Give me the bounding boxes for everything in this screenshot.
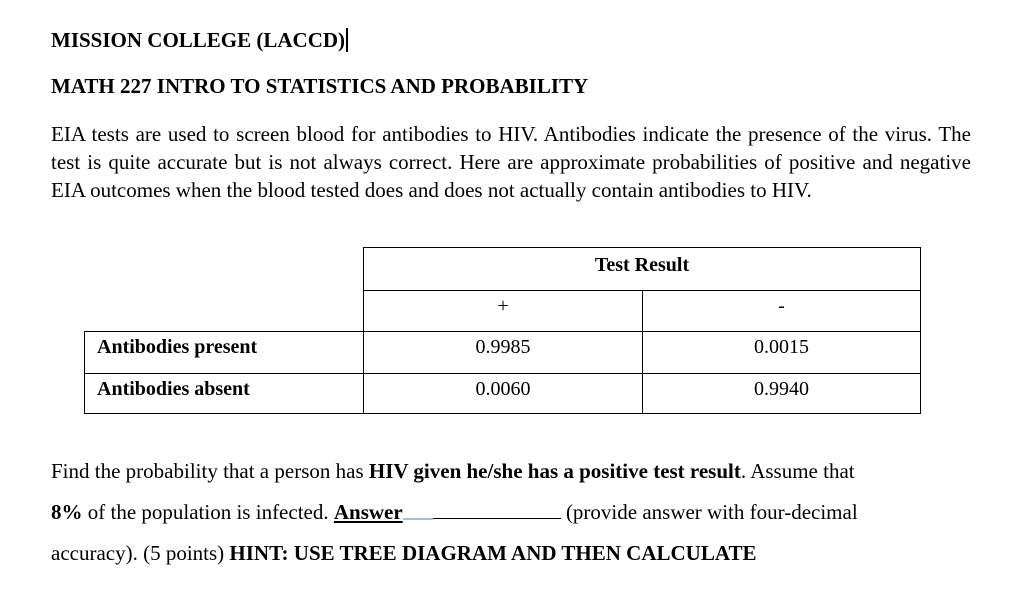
cell-present-negative: 0.0015 [642, 331, 921, 374]
question-text-4: (provide answer with four-decimal [560, 500, 858, 524]
answer-blank[interactable] [403, 517, 561, 519]
question-line-2 [51, 500, 971, 524]
column-header-negative: - [642, 290, 921, 332]
question-text-5: accuracy). (5 points) [51, 541, 230, 565]
text-cursor [346, 28, 348, 52]
college-heading-text: MISSION COLLEGE (LACCD) [51, 28, 346, 52]
table-title: Test Result [363, 247, 921, 291]
cell-absent-negative: 0.9940 [642, 373, 921, 414]
cell-absent-positive: 0.0060 [363, 373, 643, 414]
hint-text: HINT: USE TREE DIAGRAM AND THEN CALCULATE [229, 541, 757, 565]
college-heading [51, 28, 348, 52]
question-line-1 [51, 459, 971, 483]
answer-label: Answer [333, 500, 403, 524]
cell-present-positive: 0.9985 [363, 331, 643, 374]
answer-blank-highlight [403, 518, 433, 520]
row-label-antibodies-present: Antibodies present [84, 331, 364, 374]
column-header-positive: + [363, 290, 643, 332]
course-heading: MATH 227 INTRO TO STATISTICS AND PROBABILITY [51, 74, 589, 98]
intro-paragraph: EIA tests are used to screen blood for antibodies to HIV. Antibodies indicate the presence of the virus. The test is quite accurate but is not always correct. Here are approximate probabilities of positive and negative EIA outcomes when the blood tested does and does not actually contain antibodies to HIV. [51, 122, 971, 202]
question-bold-condition: HIV given he/she has a positive test result [368, 459, 741, 483]
question-text-3: of the population is infected. [82, 500, 334, 524]
question-line-3 [51, 541, 971, 565]
infection-rate: 8% [51, 500, 83, 524]
question-text-1: Find the probability that a person has [51, 459, 369, 483]
row-label-antibodies-absent: Antibodies absent [84, 373, 364, 414]
question-text-2: . Assume that [740, 459, 855, 483]
